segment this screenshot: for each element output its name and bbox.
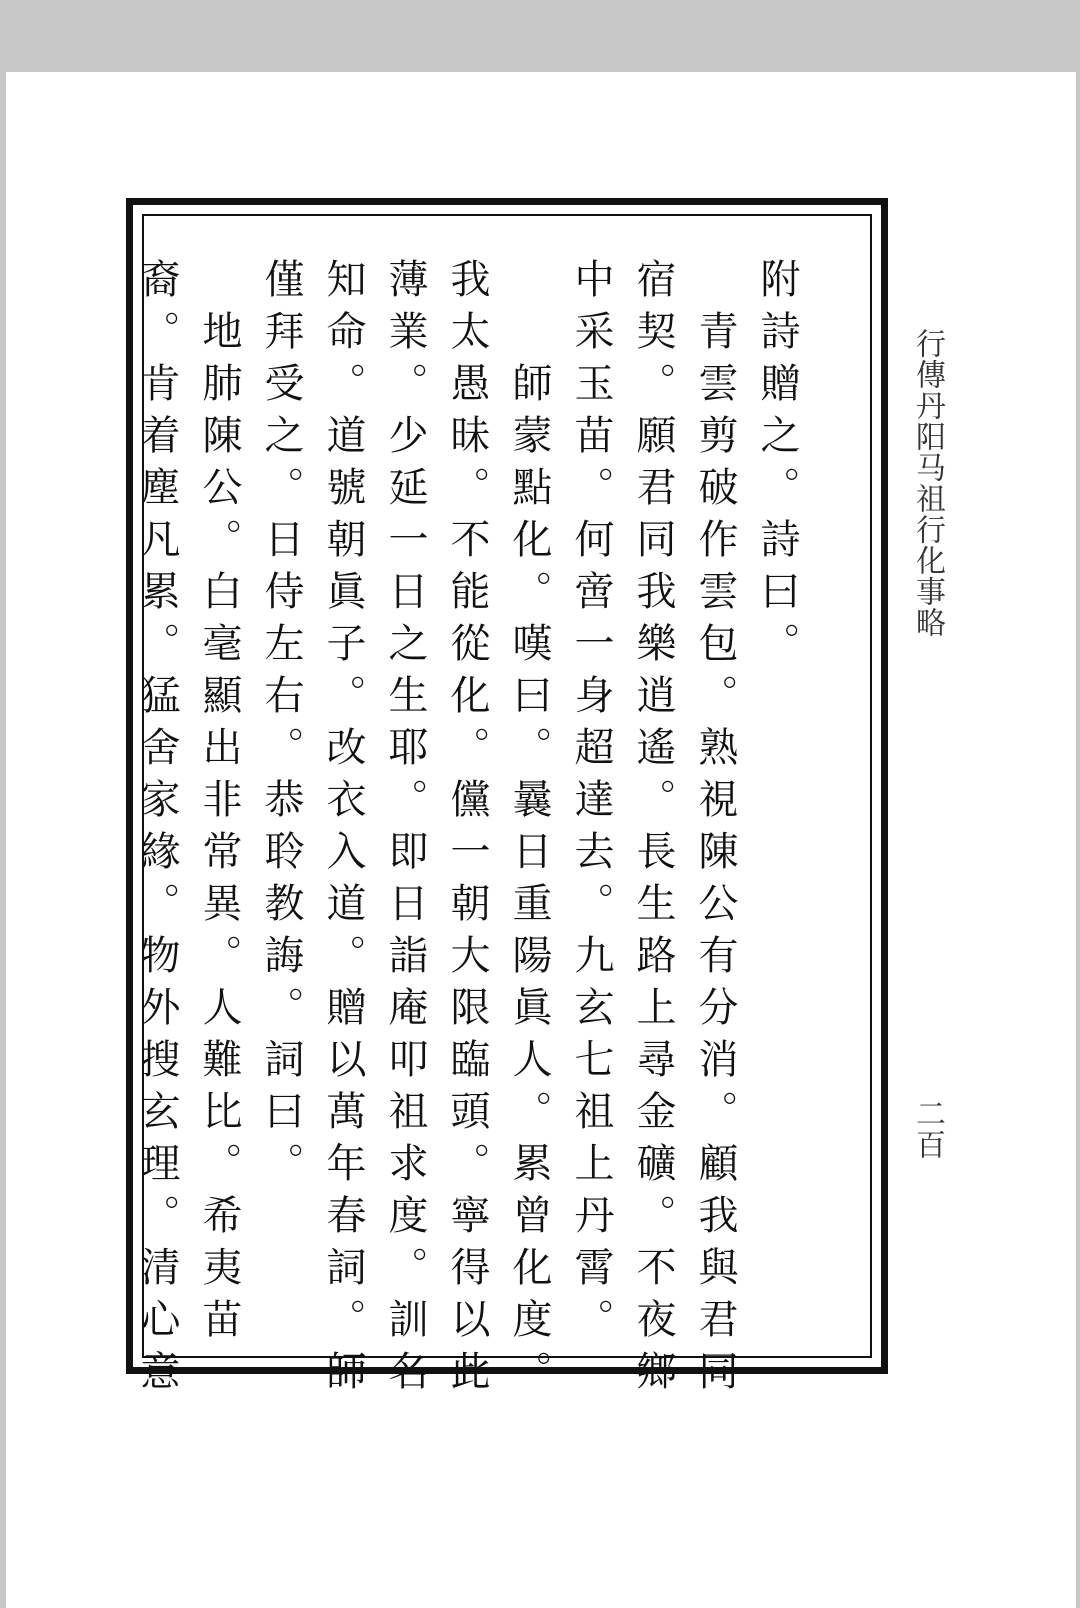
text-column: 青雲剪破作雲包。熟視陳公有分消。顧我與君同 (692, 310, 738, 1402)
text-column: 地肺陳公。白毫顯出非常異。人難比。希夷苗 (196, 310, 242, 1350)
text-column: 我太愚昧。不能從化。儻一朝大限臨頭。寧得以此 (444, 258, 490, 1402)
text-column: 知命。道號朝眞子。改衣入道。贈以萬年春詞。師 (320, 258, 366, 1402)
text-column: 宿契。願君同我樂逍遙。長生路上尋金礦。不夜鄉 (630, 258, 676, 1402)
viewer-top-bar (0, 0, 1080, 72)
running-title: 行傳丹阳马祖行化事略 (910, 328, 945, 638)
viewer-right-edge (1076, 72, 1080, 1608)
page-number: 二百 (910, 1098, 945, 1160)
main-text (134, 258, 808, 1402)
text-column: 裔。肯着塵凡累。猛舍家緣。物外搜玄理。清心意 (134, 258, 180, 1402)
text-column: 師蒙點化。嘆曰。曩日重陽眞人。累曾化度。 (506, 362, 552, 1402)
text-column: 僅拜受之。日侍左右。恭聆教誨。詞曰。 (258, 258, 304, 1194)
text-column: 附詩贈之。詩曰。 (754, 258, 800, 674)
text-column: 中采玉苗。何啻一身超達去。九玄七祖上丹霄。 (568, 258, 614, 1350)
text-column: 薄業。少延一日之生耶。即日詣庵叩祖求度。訓名 (382, 258, 428, 1402)
